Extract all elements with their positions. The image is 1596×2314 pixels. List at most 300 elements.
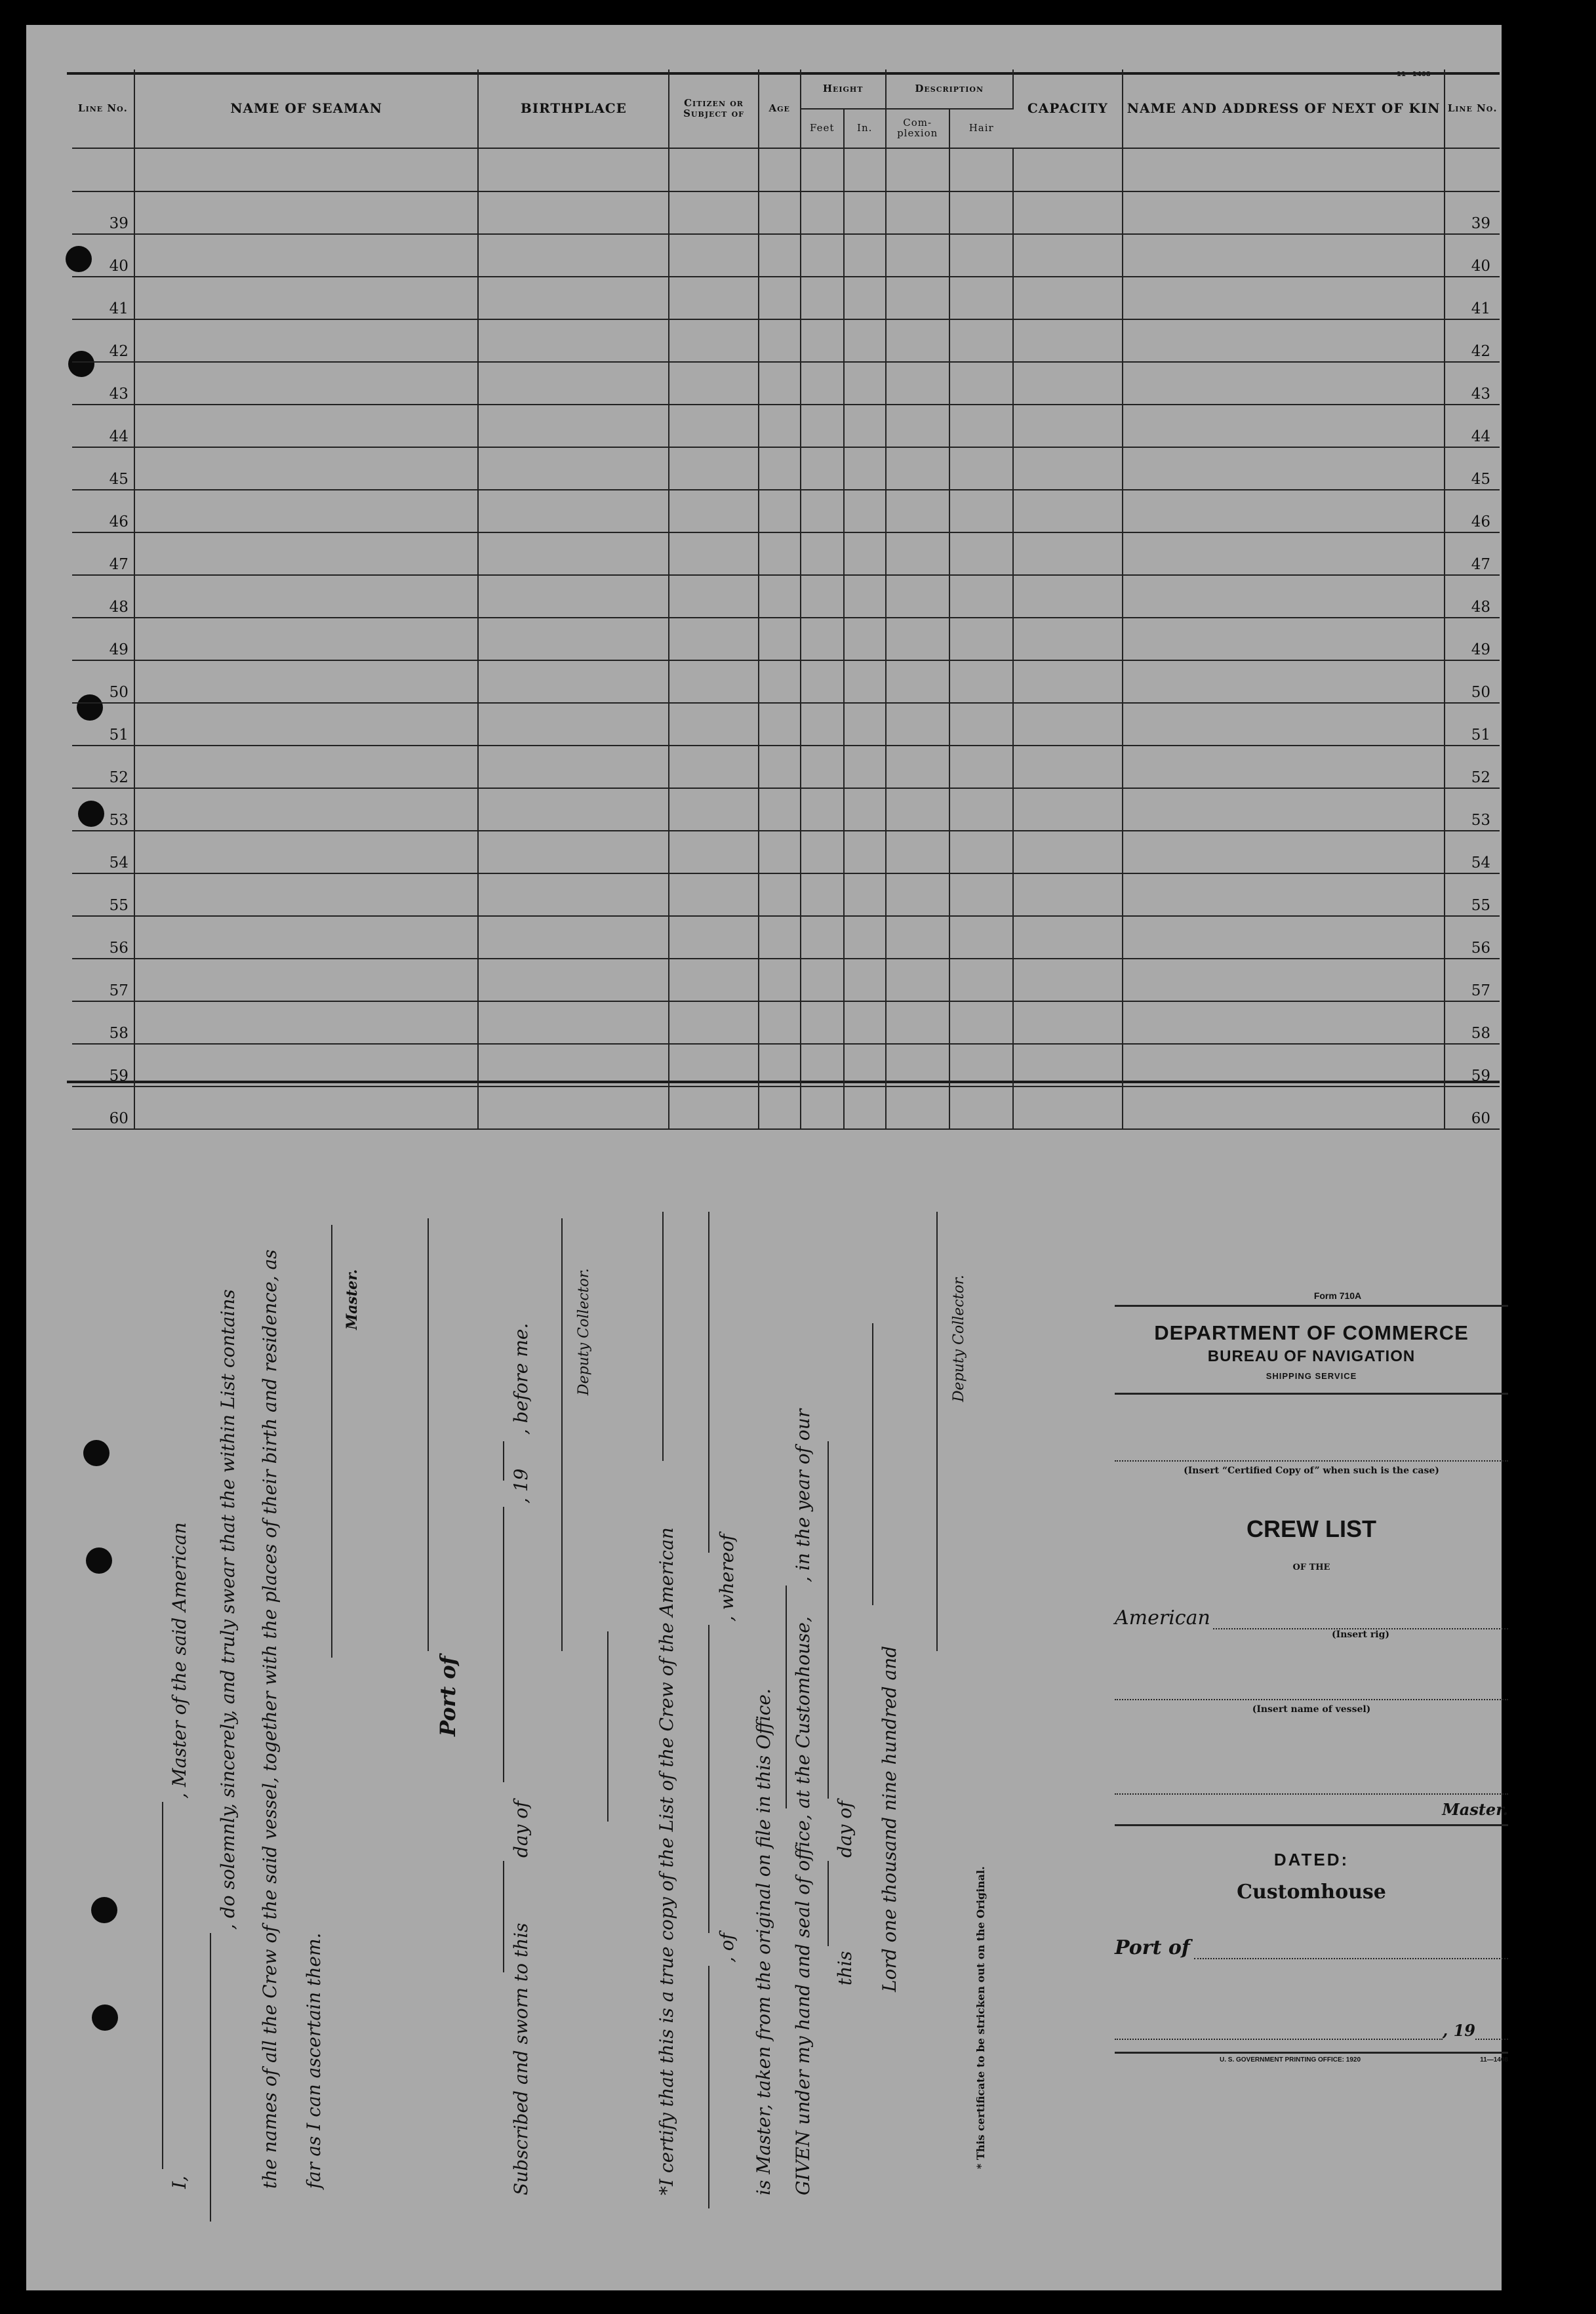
- table-cell: [886, 959, 949, 1001]
- table-cell: [669, 405, 758, 447]
- table-cell: [759, 618, 801, 660]
- cover-customhouse: Customhouse: [1237, 1881, 1386, 1904]
- table-cell: [759, 703, 801, 746]
- table-cell: [949, 959, 1013, 1001]
- date-line: [1115, 2021, 1508, 2040]
- punch-hole: [91, 1897, 117, 1923]
- table-cell: [949, 319, 1013, 362]
- table-cell: [759, 234, 801, 277]
- table-cell: [801, 447, 844, 490]
- table-row: [72, 362, 1500, 405]
- table-row: [72, 405, 1500, 447]
- table-cell: [134, 746, 478, 788]
- table-cell: [844, 1087, 886, 1129]
- table-cell: [801, 191, 844, 234]
- table-cell: [1013, 532, 1123, 575]
- table-row: [72, 532, 1500, 575]
- table-cell: [134, 490, 478, 532]
- table-cell: [759, 916, 801, 959]
- cert-line-5b: day of: [834, 1801, 856, 1858]
- line-number-right: 55: [1445, 873, 1500, 916]
- cover-insert-vessel: (Insert name of vessel): [1252, 1704, 1371, 1715]
- table-cell: [669, 618, 758, 660]
- form-page: [26, 25, 1508, 2290]
- table-cell: [478, 873, 669, 916]
- table-cell: [1123, 277, 1445, 319]
- table-cell: [478, 703, 669, 746]
- line-number-left: 52: [72, 746, 134, 788]
- table-cell: [759, 1044, 801, 1087]
- table-cell: [801, 277, 844, 319]
- table-cell: [1123, 1001, 1445, 1044]
- deputy-signature-line: [561, 1218, 563, 1651]
- table-cell: [1123, 234, 1445, 277]
- blank-day: [503, 1861, 504, 1972]
- cover-form-code: 11—1408: [1480, 2056, 1508, 2064]
- line-number-right: 41: [1445, 277, 1500, 319]
- line-number-right: 46: [1445, 490, 1500, 532]
- cover-rule: [1115, 1393, 1508, 1395]
- table-cell: [844, 618, 886, 660]
- oath-subscribed-a: Subscribed and sworn to this: [510, 1923, 532, 2195]
- table-cell: [759, 447, 801, 490]
- table-row: [72, 618, 1500, 660]
- table-cell: [801, 660, 844, 703]
- table-cell: [886, 191, 949, 234]
- cover-master: Master.: [1442, 1800, 1508, 1819]
- line-number-right: 48: [1445, 575, 1500, 618]
- cert-line-1: *I certify that this is a true copy of the List of the Crew of the American: [656, 1527, 677, 2195]
- oath-line-3: the names of all the Crew of the said vessel, together with the places of their birth and residence, as: [259, 1249, 281, 2189]
- cover-dated: DATED:: [1273, 1850, 1349, 1869]
- line-number-right: 58: [1445, 1001, 1500, 1044]
- line-number-right: 52: [1445, 746, 1500, 788]
- table-cell: [844, 873, 886, 916]
- rig-line: [1115, 1606, 1508, 1629]
- table-cell: [801, 873, 844, 916]
- table-row: [72, 873, 1500, 916]
- table-cell: [1013, 490, 1123, 532]
- cover-service: SHIPPING SERVICE: [1266, 1371, 1357, 1381]
- vessel-blank: [1115, 1699, 1508, 1700]
- table-cell: [844, 746, 886, 788]
- header-age: Age: [759, 70, 801, 148]
- table-cell: [801, 703, 844, 746]
- header-name-of-seaman: NAME OF SEAMAN: [134, 70, 478, 148]
- table-cell: [1013, 959, 1123, 1001]
- table-cell: [844, 234, 886, 277]
- table-cell: [1123, 319, 1445, 362]
- table-cell: [134, 660, 478, 703]
- cert-line-4a: GIVEN under my hand and seal of office, at the Customhouse,: [792, 1616, 814, 2195]
- table-cell: [886, 788, 949, 831]
- table-cell: [478, 532, 669, 575]
- line-number-left: 50: [72, 660, 134, 703]
- table-cell: [1013, 319, 1123, 362]
- table-cell: [1123, 831, 1445, 873]
- table-row: [72, 277, 1500, 319]
- line-number-right: 43: [1445, 362, 1500, 405]
- cert-line-2b: , whereof: [716, 1534, 738, 1622]
- table-cell: [478, 788, 669, 831]
- header-citizen: Citizen or Subject of: [669, 70, 758, 148]
- table-cell: [801, 362, 844, 405]
- cover-port-of: Port of: [1115, 1936, 1190, 1959]
- table-cell: [669, 916, 758, 959]
- table-cell: [1013, 1087, 1123, 1129]
- table-cell: [759, 532, 801, 575]
- table-cell: [801, 490, 844, 532]
- cover-american: American: [1115, 1606, 1210, 1629]
- cover-form-number: Form 710A: [1313, 1290, 1362, 1301]
- table-cell: [1123, 447, 1445, 490]
- table-cell: [1123, 916, 1445, 959]
- blank-cert-day: [828, 1861, 829, 1946]
- table-cell: [844, 362, 886, 405]
- table-cell: [669, 788, 758, 831]
- table-cell: [949, 831, 1013, 873]
- line-number-right: 60: [1445, 1087, 1500, 1129]
- table-cell: [669, 703, 758, 746]
- table-cell: [759, 575, 801, 618]
- table-cell: [844, 660, 886, 703]
- table-row: [72, 703, 1500, 746]
- blank-month: [503, 1507, 504, 1782]
- blank-cert-port: [708, 1625, 709, 1933]
- cert-line-6: Lord one thousand nine hundred and: [879, 1645, 900, 1992]
- table-cell: [886, 746, 949, 788]
- table-cell: [886, 234, 949, 277]
- table-cell: [801, 319, 844, 362]
- table-cell: [134, 703, 478, 746]
- table-cell: [759, 788, 801, 831]
- table-cell: [1123, 575, 1445, 618]
- table-cell: [949, 703, 1013, 746]
- table-cell: [844, 575, 886, 618]
- master-blank: [1115, 1793, 1508, 1795]
- table-cell: [1123, 703, 1445, 746]
- table-cell: [134, 405, 478, 447]
- table-cell: [759, 873, 801, 916]
- table-cell: [949, 916, 1013, 959]
- oath-line-4: far as I can ascertain them.: [303, 1932, 325, 2189]
- table-cell: [478, 234, 669, 277]
- table-cell: [1013, 405, 1123, 447]
- header-complexion: Com-plexion: [886, 109, 949, 148]
- table-cell: [669, 319, 758, 362]
- punch-hole: [92, 2005, 118, 2031]
- line-number-right: 54: [1445, 831, 1500, 873]
- table-cell: [949, 788, 1013, 831]
- table-cell: [801, 788, 844, 831]
- blank-customhouse: [786, 1586, 787, 1808]
- blank-cert-master: [708, 1212, 709, 1553]
- line-number-left: 59: [72, 1044, 134, 1087]
- table-cell: [669, 277, 758, 319]
- table-cell: [478, 1087, 669, 1129]
- table-cell: [949, 660, 1013, 703]
- cover-department: DEPARTMENT OF COMMERCE: [1154, 1321, 1469, 1344]
- line-number-left: 45: [72, 447, 134, 490]
- table-cell: [134, 831, 478, 873]
- table-cell: [669, 1087, 758, 1129]
- line-number-right: 56: [1445, 916, 1500, 959]
- table-cell: [1013, 873, 1123, 916]
- table-cell: [1013, 234, 1123, 277]
- cover-rule: [1115, 2052, 1508, 2054]
- table-cell: [478, 490, 669, 532]
- table-cell: [844, 916, 886, 959]
- table-cell: [478, 916, 669, 959]
- line-number-left: 49: [72, 618, 134, 660]
- punch-hole: [83, 1440, 110, 1466]
- table-cell: [1123, 618, 1445, 660]
- line-number-right: 44: [1445, 405, 1500, 447]
- table-cell: [886, 1087, 949, 1129]
- table-cell: [1123, 1087, 1445, 1129]
- table-cell: [949, 532, 1013, 575]
- table-cell: [886, 703, 949, 746]
- table-cell: [844, 447, 886, 490]
- table-cell: [886, 575, 949, 618]
- header-height: Height: [801, 70, 886, 109]
- line-number-right: 40: [1445, 234, 1500, 277]
- table-cell: [844, 490, 886, 532]
- table-cell: [669, 191, 758, 234]
- header-inches: In.: [844, 109, 886, 148]
- table-cell: [844, 959, 886, 1001]
- table-cell: [669, 959, 758, 1001]
- table-cell: [949, 1087, 1013, 1129]
- oath-deputy-collector: Deputy Collector.: [576, 1268, 592, 1395]
- table-cell: [478, 660, 669, 703]
- table-cell: [949, 575, 1013, 618]
- table-cell: [801, 1044, 844, 1087]
- table-cell: [669, 660, 758, 703]
- line-number-right: 49: [1445, 618, 1500, 660]
- header-line-no: Line No.: [72, 70, 134, 148]
- cert-footnote: * This certificate to be stricken out on the Original.: [974, 1866, 987, 2169]
- table-row: [72, 191, 1500, 234]
- table-cell: [1013, 916, 1123, 959]
- table-cell: [844, 532, 886, 575]
- table-cell: [1013, 447, 1123, 490]
- table-cell: [669, 873, 758, 916]
- oath-subscribed-b: day of: [510, 1801, 532, 1858]
- cover-rule: [1115, 1305, 1508, 1307]
- oath-divider: [607, 1631, 608, 1822]
- header-birthplace: BIRTHPLACE: [478, 70, 669, 148]
- blank-cert-month: [828, 1441, 829, 1799]
- table-row: [72, 959, 1500, 1001]
- table-cell: [844, 1001, 886, 1044]
- table-cell: [134, 575, 478, 618]
- table-cell: [801, 618, 844, 660]
- table-cell: [886, 405, 949, 447]
- table-cell: [134, 191, 478, 234]
- line-number-left: 40: [72, 234, 134, 277]
- table-cell: [1013, 277, 1123, 319]
- table-cell: [759, 1087, 801, 1129]
- line-number-left: 39: [72, 191, 134, 234]
- line-number-left: 51: [72, 703, 134, 746]
- oath-line-2: , do solemnly, sincerely, and truly swear that the within List contains: [217, 1289, 239, 1930]
- table-row: [72, 916, 1500, 959]
- table-cell: [759, 191, 801, 234]
- line-number-left: 48: [72, 575, 134, 618]
- cover-panel: [1115, 1290, 1508, 2064]
- table-cell: [669, 1044, 758, 1087]
- table-cell: [801, 1087, 844, 1129]
- table-cell: [759, 1001, 801, 1044]
- table-cell: [478, 959, 669, 1001]
- table-row: [72, 447, 1500, 490]
- table-cell: [1123, 1044, 1445, 1087]
- table-row: [72, 1087, 1500, 1129]
- table-cell: [886, 916, 949, 959]
- table-cell: [669, 532, 758, 575]
- line-number-right: 51: [1445, 703, 1500, 746]
- cert-deputy-signature-line: [936, 1212, 938, 1651]
- table-cell: [134, 532, 478, 575]
- table-cell: [844, 191, 886, 234]
- line-number-left: 58: [72, 1001, 134, 1044]
- table-cell: [886, 319, 949, 362]
- table-cell: [759, 831, 801, 873]
- line-number-right: 53: [1445, 788, 1500, 831]
- table-cell: [134, 1087, 478, 1129]
- table-cell: [759, 277, 801, 319]
- table-cell: [844, 319, 886, 362]
- table-cell: [801, 575, 844, 618]
- table-cell: [134, 916, 478, 959]
- table-cell: [801, 746, 844, 788]
- table-cell: [1123, 490, 1445, 532]
- table-cell: [844, 788, 886, 831]
- table-cell: [1013, 1044, 1123, 1087]
- cover-of-the: OF THE: [1292, 1563, 1330, 1572]
- table-row: [72, 788, 1500, 831]
- oath-line-1-end: , Master of the said American: [169, 1522, 190, 1799]
- table-cell: [801, 234, 844, 277]
- table-cell: [844, 831, 886, 873]
- table-cell: [478, 746, 669, 788]
- line-number-left: 56: [72, 916, 134, 959]
- line-number-left: 60: [72, 1087, 134, 1129]
- port-blank-line: [428, 1218, 429, 1651]
- blank-vessel-name: [210, 1933, 211, 2222]
- table-cell: [1013, 575, 1123, 618]
- table-cell: [134, 1001, 478, 1044]
- line-number-left: 57: [72, 959, 134, 1001]
- table-cell: [949, 490, 1013, 532]
- cover-bureau: BUREAU OF NAVIGATION: [1207, 1347, 1416, 1365]
- blank-cert-vessel: [662, 1212, 664, 1461]
- table-row: [72, 319, 1500, 362]
- line-number-left: 47: [72, 532, 134, 575]
- oath-master-label: Master.: [344, 1269, 361, 1330]
- crew-table-body: [72, 148, 1500, 1129]
- table-cell: [478, 447, 669, 490]
- table-cell: [759, 362, 801, 405]
- table-cell: [1013, 703, 1123, 746]
- crew-table: [72, 70, 1500, 1130]
- table-row: [72, 490, 1500, 532]
- oath-subscribed-d: , before me.: [510, 1323, 532, 1435]
- table-cell: [1123, 873, 1445, 916]
- table-cell: [844, 1044, 886, 1087]
- cover-printing-office: U. S. GOVERNMENT PRINTING OFFICE: 1920: [1220, 2056, 1361, 2064]
- line-number-left: 53: [72, 788, 134, 831]
- table-cell: [949, 1001, 1013, 1044]
- line-number-right: 59: [1445, 1044, 1500, 1087]
- cover-year: , 19: [1442, 2021, 1475, 2040]
- cert-line-5a: this: [834, 1951, 856, 1985]
- table-cell: [801, 532, 844, 575]
- table-cell: [886, 447, 949, 490]
- port-line: [1115, 1936, 1508, 1959]
- table-cell: [1013, 660, 1123, 703]
- table-cell: [844, 277, 886, 319]
- cover-title: CREW LIST: [1247, 1515, 1376, 1542]
- table-cell: [886, 660, 949, 703]
- table-cell: [1123, 788, 1445, 831]
- table-cell: [1013, 1001, 1123, 1044]
- table-cell: [886, 831, 949, 873]
- table-cell: [886, 1001, 949, 1044]
- table-cell: [134, 1044, 478, 1087]
- table-cell: [134, 362, 478, 405]
- table-cell: [1013, 746, 1123, 788]
- table-cell: [134, 319, 478, 362]
- cover-insert-certified: (Insert “Certified Copy of” when such is the case): [1184, 1466, 1439, 1476]
- table-cell: [949, 618, 1013, 660]
- header-capacity: CAPACITY: [1013, 70, 1123, 148]
- table-cell: [759, 405, 801, 447]
- table-cell: [759, 319, 801, 362]
- table-cell: [478, 618, 669, 660]
- table-cell: [1123, 660, 1445, 703]
- line-number-left: 44: [72, 405, 134, 447]
- table-cell: [886, 532, 949, 575]
- blank-cert-year: [872, 1323, 873, 1605]
- table-cell: [759, 959, 801, 1001]
- table-cell: [1123, 405, 1445, 447]
- table-cell: [801, 405, 844, 447]
- header-hair: Hair: [949, 109, 1013, 148]
- table-cell: [478, 1044, 669, 1087]
- table-row: [72, 575, 1500, 618]
- table-cell: [669, 746, 758, 788]
- table-cell: [949, 191, 1013, 234]
- table-cell: [669, 447, 758, 490]
- table-cell: [759, 490, 801, 532]
- table-spacer-row: [72, 148, 1500, 191]
- table-cell: [886, 618, 949, 660]
- line-number-left: 42: [72, 319, 134, 362]
- table-cell: [478, 362, 669, 405]
- line-number-right: 45: [1445, 447, 1500, 490]
- line-number-left: 43: [72, 362, 134, 405]
- line-number-left: 46: [72, 490, 134, 532]
- cover-rule: [1115, 1824, 1508, 1826]
- header-line-no-right: Line No.: [1445, 70, 1500, 148]
- table-cell: [134, 277, 478, 319]
- header-description: Description: [886, 70, 1013, 109]
- line-number-right: 47: [1445, 532, 1500, 575]
- cert-line-2a: , of: [716, 1932, 738, 1963]
- blank-master-name: [162, 1802, 163, 2169]
